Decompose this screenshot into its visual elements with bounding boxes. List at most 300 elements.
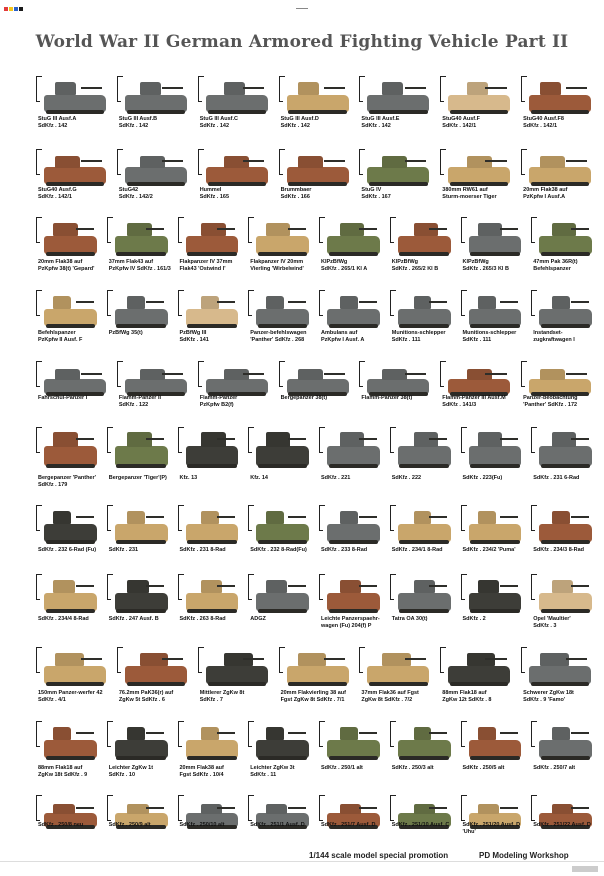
vehicle-label <box>180 765 224 779</box>
vehicle-label <box>200 116 238 130</box>
vehicle-label <box>361 690 418 704</box>
vehicle-label <box>442 395 505 409</box>
vehicle-label <box>38 475 96 489</box>
vehicle-gun <box>571 516 589 518</box>
vehicle-tile <box>459 284 526 352</box>
vehicle-tile <box>438 355 515 417</box>
vehicle-gun <box>429 585 447 587</box>
vehicle-illustration <box>448 644 510 684</box>
vehicle-tile <box>176 421 243 497</box>
vehicle-superstructure <box>53 223 77 237</box>
vehicle-illustration <box>287 74 349 112</box>
vehicle-gun <box>405 373 426 375</box>
vehicle-label-line: SdKfz . 231 8-Rad <box>179 547 226 553</box>
vehicle-label-line: SdKfz . 142 <box>199 123 230 129</box>
vehicle-label-line: SdKfz . 142/1 <box>523 123 558 129</box>
vehicle-superstructure <box>127 511 145 525</box>
vehicle-gun <box>162 658 183 660</box>
vehicle-label <box>321 616 380 630</box>
vehicle-row <box>0 499 604 569</box>
vehicle-superstructure <box>552 804 573 814</box>
vehicle-superstructure <box>340 804 361 814</box>
vehicle-label-line: SdKfz . 7 <box>199 697 223 703</box>
vehicle-running-gear <box>399 324 449 328</box>
vehicle-illustration <box>398 502 451 542</box>
vehicle-illustration <box>367 362 429 394</box>
vehicle-gun <box>146 732 164 734</box>
vehicle-running-gear <box>127 682 185 686</box>
vehicle-illustration <box>115 718 168 758</box>
vehicle-label-line: 380mm RW61 auf <box>442 187 488 193</box>
vehicle-illustration <box>256 214 309 254</box>
vehicle-superstructure <box>266 727 284 741</box>
vehicle-tile <box>277 70 354 138</box>
vehicle-label-line: Munitions-schlepper <box>462 330 517 336</box>
vehicle-tile <box>246 211 313 281</box>
vehicle-illustration <box>115 422 168 466</box>
vehicle-tile <box>529 421 596 497</box>
vehicle-superstructure <box>340 511 358 525</box>
vehicle-running-gear <box>329 756 379 760</box>
vehicle-label <box>281 690 346 704</box>
vehicle-running-gear <box>187 464 237 468</box>
vehicle-gun <box>405 87 426 89</box>
vehicle-gun <box>217 228 235 230</box>
vehicle-running-gear <box>46 756 96 760</box>
vehicle-tile <box>115 70 192 138</box>
vehicle-tile <box>529 211 596 281</box>
vehicle-illustration <box>186 718 239 758</box>
vehicle-illustration <box>186 214 239 254</box>
vehicle-label-line: Munitions-schlepper <box>391 330 446 336</box>
vehicle-superstructure <box>140 369 165 380</box>
vehicle-label-line: 88mm Flak18 auf <box>38 765 83 771</box>
vehicle-running-gear <box>258 540 308 544</box>
vehicle-gun <box>146 516 164 518</box>
vehicle-illustration <box>448 362 510 394</box>
vehicle-superstructure <box>540 653 569 667</box>
vehicle-tile <box>34 211 101 281</box>
vehicle-tile <box>176 284 243 352</box>
vehicle-label-line: Instandset- <box>533 330 563 336</box>
vehicle-gun <box>485 658 506 660</box>
vehicle-tile <box>34 789 101 844</box>
vehicle-illustration <box>367 644 429 684</box>
vehicle-label-line: KlPzBfWg <box>391 259 419 265</box>
vehicle-running-gear <box>46 182 104 186</box>
vehicle-illustration <box>287 148 349 184</box>
vehicle-tile <box>34 715 101 787</box>
vehicle-illustration <box>327 214 380 254</box>
vehicle-gun <box>429 516 447 518</box>
vehicle-running-gear <box>46 324 96 328</box>
vehicle-superstructure <box>53 432 77 447</box>
vehicle-illustration <box>44 288 97 326</box>
vehicle-gun <box>243 373 264 375</box>
vehicle-illustration <box>125 644 187 684</box>
vehicle-label-line: SdKfz . 250/1 alt <box>321 765 363 771</box>
vehicle-running-gear <box>369 182 427 186</box>
vehicle-label-line: Ambulans auf <box>321 330 358 336</box>
vehicle-superstructure <box>540 156 565 168</box>
vehicle-label <box>281 116 319 130</box>
vehicle-running-gear <box>470 252 520 256</box>
vehicle-hull <box>44 446 97 466</box>
vehicle-label <box>109 547 138 554</box>
vehicle-gun <box>146 585 164 587</box>
vehicle-label-line: SdKfz . 232 8-Rad(Fu) <box>250 547 307 553</box>
vehicle-label-line: SdKfz . 232 6-Rad (Fu) <box>38 547 97 553</box>
vehicle-tile <box>529 284 596 352</box>
vehicle-gun <box>76 228 94 230</box>
vehicle-running-gear <box>116 252 166 256</box>
vehicle-running-gear <box>258 609 308 613</box>
vehicle-label-line: KlPzBfWg <box>321 259 348 265</box>
vehicle-gun <box>146 228 164 230</box>
vehicle-illustration <box>539 214 592 254</box>
vehicle-illustration <box>398 422 451 466</box>
vehicle-row <box>0 143 604 209</box>
vehicle-label-line: SdKfz . 142/1 <box>38 194 72 200</box>
vehicle-label <box>180 822 225 829</box>
vehicle-label-line: Befehlspanzer <box>38 330 76 336</box>
vehicle-running-gear <box>46 609 96 613</box>
vehicle-label-line: 76.2mm PaK36(r) auf <box>118 690 174 696</box>
vehicle-gun <box>500 228 518 230</box>
vehicle-tile <box>105 789 172 844</box>
vehicle-label-line: SdKfz . 250/5 alt <box>462 765 505 771</box>
top-trim-mark <box>296 8 308 9</box>
vehicle-label-line: SdKfz . 9 'Famo' <box>523 697 566 703</box>
vehicle-tile <box>246 499 313 569</box>
vehicle-running-gear <box>450 110 508 114</box>
vehicle-tile <box>105 211 172 281</box>
vehicle-illustration <box>186 288 239 326</box>
vehicle-illustration <box>448 74 510 112</box>
vehicle-running-gear <box>258 464 308 468</box>
vehicle-label-line: StuG40 Ausf.F <box>442 116 480 122</box>
vehicle-label <box>38 822 83 829</box>
vehicle-superstructure <box>127 804 148 814</box>
vehicle-label-line: Leichte Panzerspaehr- <box>321 616 380 622</box>
vehicle-illustration <box>287 362 349 394</box>
vehicle-label <box>200 187 229 201</box>
vehicle-illustration <box>287 644 349 684</box>
vehicle-running-gear <box>116 540 166 544</box>
vehicle-gun <box>429 807 447 809</box>
vehicle-gun <box>324 160 345 162</box>
vehicle-label-line: SdKfz . 251/7 Ausf. D <box>321 822 376 828</box>
vehicle-gun <box>324 87 345 89</box>
vehicle-running-gear <box>329 540 379 544</box>
vehicle-label-line: PzKpfw II Ausf. F <box>38 337 83 343</box>
vehicle-label <box>533 616 570 630</box>
vehicle-label <box>109 822 151 829</box>
vehicle-label <box>321 765 363 772</box>
vehicle-label-line: Brummbaer <box>280 187 312 193</box>
vehicle-hull <box>327 446 380 466</box>
vehicle-tile <box>317 421 384 497</box>
vehicle-illustration <box>115 502 168 542</box>
vehicle-label-line: 'Uhu' <box>462 829 476 835</box>
vehicle-label-line: 20mm Flak38 auf <box>523 187 568 193</box>
vehicle-hull <box>186 446 239 466</box>
vehicle-gun <box>485 160 506 162</box>
registration-swatch <box>9 7 13 11</box>
vehicle-hull <box>469 446 522 466</box>
vehicle-hull <box>539 446 592 466</box>
vehicle-tile <box>34 355 111 417</box>
vehicle-superstructure <box>127 580 148 594</box>
vehicle-label-line: SdKfz . 179 <box>38 482 68 488</box>
vehicle-label <box>119 395 161 409</box>
vehicle-label <box>392 475 421 482</box>
vehicle-superstructure <box>53 727 71 741</box>
vehicle-label-line: SdKfz . 251/10 Ausf. C <box>391 822 450 828</box>
vehicle-running-gear <box>116 324 166 328</box>
vehicle-label-line: StuG40 Ausf.G <box>38 187 77 193</box>
vehicle-gun <box>217 516 235 518</box>
vehicle-illustration <box>256 571 309 611</box>
vehicle-illustration <box>186 502 239 542</box>
vehicle-tile <box>277 355 354 417</box>
vehicle-gun <box>571 585 589 587</box>
vehicle-gun <box>81 658 102 660</box>
vehicle-label-line: SdKfz . 247 Ausf. B <box>108 616 159 622</box>
vehicle-illustration <box>44 571 97 611</box>
vehicle-superstructure <box>340 580 361 594</box>
vehicle-label <box>250 616 266 623</box>
vehicle-label <box>38 547 96 554</box>
vehicle-tile <box>317 568 384 638</box>
vehicle-label-line: SdKfz . 222 <box>391 475 422 481</box>
vehicle-illustration <box>44 422 97 466</box>
vehicle-gun <box>146 301 164 303</box>
vehicle-gun <box>566 658 587 660</box>
vehicle-tile <box>459 421 526 497</box>
vehicle-illustration <box>44 502 97 542</box>
vehicle-running-gear <box>541 464 591 468</box>
vehicle-gun <box>571 301 589 303</box>
vehicle-label-line: ZgKw 12t SdKfz . 8 <box>442 697 492 703</box>
vehicle-label-line: SdKfz . 165 <box>199 194 230 200</box>
vehicle-label-line: SdKfz . 231 6-Rad <box>533 475 580 481</box>
vehicle-gun <box>359 301 377 303</box>
vehicle-tile <box>438 70 515 138</box>
vehicle-label-line: SdKfz . 142 <box>118 123 149 129</box>
vehicle-tile <box>317 499 384 569</box>
vehicle-tile <box>519 355 596 417</box>
vehicle-tile <box>529 715 596 787</box>
vehicle-illustration <box>44 718 97 758</box>
vehicle-label-line: SdKfz . 4/1 <box>38 697 66 703</box>
vehicle-tile <box>438 641 515 712</box>
vehicle-label-line: ZgKw 5t SdKfz . 6 <box>118 697 165 703</box>
vehicle-superstructure <box>478 580 499 594</box>
vehicle-label <box>38 116 76 130</box>
vehicle-tile <box>438 143 515 209</box>
vehicle-superstructure <box>266 804 287 814</box>
vehicle-illustration <box>186 571 239 611</box>
vehicle-running-gear <box>46 110 104 114</box>
vehicle-label <box>119 690 173 704</box>
vehicle-superstructure <box>140 156 165 168</box>
vehicle-gun <box>571 807 589 809</box>
vehicle-label-line: 'Panther' SdKfz . 172 <box>523 402 578 408</box>
vehicle-label <box>250 765 294 779</box>
vehicle-illustration <box>44 362 106 394</box>
vehicle-label <box>523 395 577 409</box>
vehicle-label-line: Vierling 'Wirbelwind' <box>250 266 304 272</box>
vehicle-tile <box>519 641 596 712</box>
vehicle-running-gear <box>369 682 427 686</box>
vehicle-label <box>463 765 505 772</box>
vehicle-tile <box>34 641 111 712</box>
vehicle-label-line: Sturm-moerser Tiger <box>442 194 497 200</box>
vehicle-illustration <box>327 718 380 758</box>
vehicle-row <box>0 568 604 638</box>
vehicle-label <box>38 187 77 201</box>
vehicle-running-gear <box>399 464 449 468</box>
vehicle-label-line: Leichter ZgKw 1t <box>108 765 154 771</box>
vehicle-running-gear <box>46 252 96 256</box>
vehicle-illustration <box>529 74 591 112</box>
vehicle-label <box>38 765 87 779</box>
vehicle-tile <box>529 789 596 844</box>
vehicle-label-line: SdKfz . 231 <box>108 547 139 553</box>
vehicle-label-line: PzKpfw 38(t) 'Gepard' <box>38 266 95 272</box>
vehicle-gun <box>566 373 587 375</box>
vehicle-label-line: SdKfz . 221 <box>321 475 351 481</box>
vehicle-label <box>392 259 438 273</box>
vehicle-tile <box>105 568 172 638</box>
vehicle-illustration <box>44 644 106 684</box>
vehicle-label-line: Opel 'Maultier' <box>533 616 571 622</box>
vehicle-gun <box>243 87 264 89</box>
vehicle-label <box>463 259 509 273</box>
vehicle-label-line: Leichter ZgKw 3t <box>250 765 295 771</box>
vehicle-gun <box>429 301 447 303</box>
vehicle-superstructure <box>55 369 80 380</box>
vehicle-label-line: PzKpfw IV SdKfz . 161/3 <box>108 266 171 272</box>
vehicle-label-line: PzBfWg 35(t) <box>108 330 143 336</box>
vehicle-label-line: SdKfz . 234/2 'Puma' <box>462 547 516 553</box>
vehicle-gun <box>429 732 447 734</box>
vehicle-superstructure <box>552 580 573 594</box>
vehicle-label <box>321 259 367 273</box>
vehicle-gun <box>76 301 94 303</box>
vehicle-illustration <box>469 288 522 326</box>
vehicle-illustration <box>469 571 522 611</box>
vehicle-illustration <box>529 644 591 684</box>
vehicle-superstructure <box>298 653 327 667</box>
vehicle-gun <box>359 516 377 518</box>
vehicle-superstructure <box>478 727 496 741</box>
vehicle-tile <box>246 715 313 787</box>
vehicle-label <box>361 116 399 130</box>
vehicle-label-line: PzKpfw I Ausf.A <box>523 194 566 200</box>
vehicle-running-gear <box>531 182 589 186</box>
vehicle-running-gear <box>187 252 237 256</box>
vehicle-gun <box>566 160 587 162</box>
vehicle-tile <box>246 789 313 844</box>
vehicle-tile <box>317 284 384 352</box>
vehicle-illustration <box>367 148 429 184</box>
vehicle-tile <box>115 355 192 417</box>
vehicle-illustration <box>529 148 591 184</box>
vehicle-tile <box>459 499 526 569</box>
vehicle-superstructure <box>340 727 358 741</box>
vehicle-label-line: StuG III Ausf.C <box>199 116 238 122</box>
vehicle-tile <box>388 499 455 569</box>
vehicle-tile <box>317 789 384 844</box>
vehicle-running-gear <box>399 540 449 544</box>
vehicle-superstructure <box>478 223 502 237</box>
vehicle-illustration <box>327 288 380 326</box>
vehicle-label-line: Bergepanzer 38(t) <box>280 395 328 401</box>
vehicle-running-gear <box>450 182 508 186</box>
vehicle-gun <box>217 585 235 587</box>
vehicle-gun <box>429 228 447 230</box>
vehicle-superstructure <box>382 369 407 380</box>
vehicle-label <box>38 690 103 704</box>
vehicle-running-gear <box>288 682 346 686</box>
vehicle-tile <box>34 568 101 638</box>
vehicle-label-line: 'Panther' SdKfz . 268 <box>250 337 305 343</box>
vehicle-running-gear <box>470 324 520 328</box>
vehicle-illustration <box>44 214 97 254</box>
vehicle-label-line: SdKfz . 10 <box>108 772 136 778</box>
vehicle-gun <box>571 438 589 440</box>
vehicle-illustration <box>469 422 522 466</box>
vehicle-label-line: SdKfz . 166 <box>280 194 310 200</box>
vehicle-tile <box>176 789 243 844</box>
vehicle-illustration <box>539 288 592 326</box>
vehicle-superstructure <box>266 511 284 525</box>
vehicle-illustration <box>539 718 592 758</box>
vehicle-label-line: SdKfz . 234/4 8-Rad <box>38 616 89 622</box>
vehicle-label-line: Hummel <box>199 187 222 193</box>
vehicle-illustration <box>327 502 380 542</box>
vehicle-illustration <box>539 422 592 466</box>
vehicle-label-line: Panzer-beobachtung <box>523 395 578 401</box>
vehicle-gun <box>405 658 426 660</box>
vehicle-running-gear <box>470 609 520 613</box>
vehicle-label-line: Flamm-Panzer <box>199 395 238 401</box>
vehicle-gun <box>566 87 587 89</box>
vehicle-hull <box>256 446 309 466</box>
vehicle-tile <box>519 143 596 209</box>
vehicle-superstructure <box>478 432 502 447</box>
vehicle-label <box>321 822 376 829</box>
vehicle-label-line: Bergepanzer 'Tiger'(P) <box>108 475 167 481</box>
vehicle-gun <box>405 160 426 162</box>
vehicle-tile <box>176 211 243 281</box>
vehicle-tile <box>388 568 455 638</box>
vehicle-gun <box>288 438 306 440</box>
vehicle-label-line: SdKfz . 223(Fu) <box>462 475 503 481</box>
vehicle-gun <box>324 658 345 660</box>
vehicle-tile <box>34 70 111 138</box>
vehicle-running-gear <box>258 324 308 328</box>
vehicle-tile <box>388 421 455 497</box>
vehicle-gun <box>359 732 377 734</box>
vehicle-label-line: Bergepanzer 'Panther' <box>38 475 96 481</box>
vehicle-label <box>523 187 567 201</box>
vehicle-label-line: Fgst SdKfz . 10/4 <box>179 772 224 778</box>
vehicle-label-line: 20mm Flakvierling 38 auf <box>280 690 346 696</box>
vehicle-illustration <box>367 74 429 112</box>
